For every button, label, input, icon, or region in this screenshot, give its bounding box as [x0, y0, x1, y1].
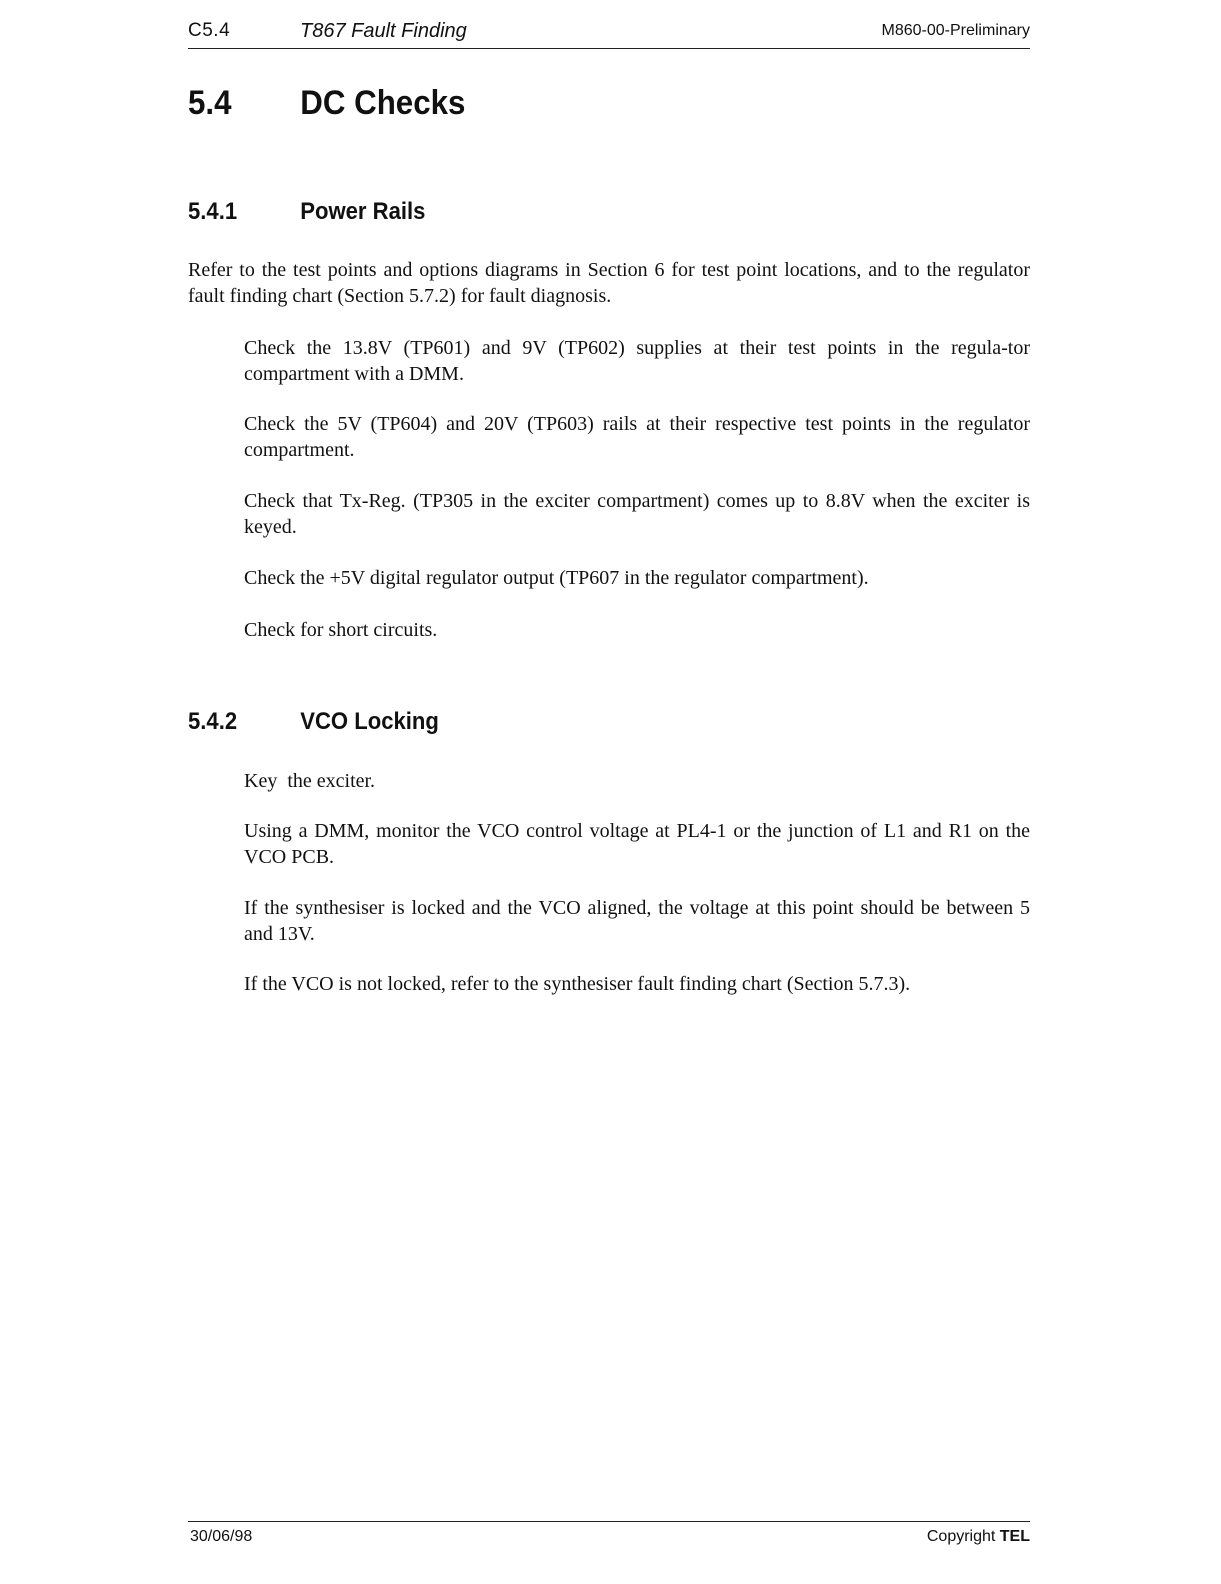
vco-step: Using a DMM, monitor the VCO control voltage at PL4-1 or the junction of L1 and R1 on the VCO PCB.: [244, 820, 1030, 868]
copyright-brand: TEL: [999, 1528, 1030, 1545]
subsection-heading-power-rails: [188, 198, 425, 226]
header-title: T867 Fault Finding: [300, 20, 467, 42]
power-rails-step: Check the 5V (TP604) and 20V (TP603) rails at their respective test points in the regulator compartment.: [244, 413, 1030, 461]
subsection-number: 5.4.2: [188, 708, 238, 735]
footer-copyright: [927, 1528, 1030, 1546]
footer-date: 30/06/98: [190, 1528, 253, 1545]
power-rails-step: Check the 13.8V (TP601) and 9V (TP602) supplies at their test points in the regula-tor compartment with a DMM.: [244, 337, 1030, 385]
subsection-heading-vco-locking: [188, 708, 439, 736]
copyright-prefix: Copyright: [926, 1528, 1000, 1545]
power-rails-step: Check the +5V digital regulator output (TP607 in the regulator compartment).: [244, 567, 869, 589]
power-rails-step: Check that Tx-Reg. (TP305 in the exciter compartment) comes up to 8.8V when the exciter is keyed.: [244, 490, 1030, 538]
subsection-number: 5.4.1: [188, 198, 238, 225]
section-number: 5.4: [188, 84, 232, 122]
page-footer: [188, 1521, 1030, 1552]
subsection-title: VCO Locking: [300, 708, 439, 735]
power-rails-intro: Refer to the test points and options diagrams in Section 6 for test point locations, and to the regulator fault finding chart (Section 5.7.2) for fault diagnosis.: [188, 259, 1030, 307]
vco-step: Key the exciter.: [244, 770, 376, 792]
vco-step: If the synthesiser is locked and the VCO aligned, the voltage at this point should be between 5 and 13V.: [244, 897, 1030, 945]
vco-step: If the VCO is not locked, refer to the synthesiser fault finding chart (Section 5.7.3).: [244, 973, 911, 995]
section-heading: [188, 84, 465, 123]
section-title: DC Checks: [300, 84, 466, 122]
header-section-number: C5.4: [188, 20, 231, 41]
header-doc-ref: M860-00-Preliminary: [881, 22, 1030, 39]
power-rails-step: Check for short circuits.: [244, 619, 438, 641]
page-header: [188, 18, 1030, 49]
subsection-title: Power Rails: [300, 198, 426, 225]
